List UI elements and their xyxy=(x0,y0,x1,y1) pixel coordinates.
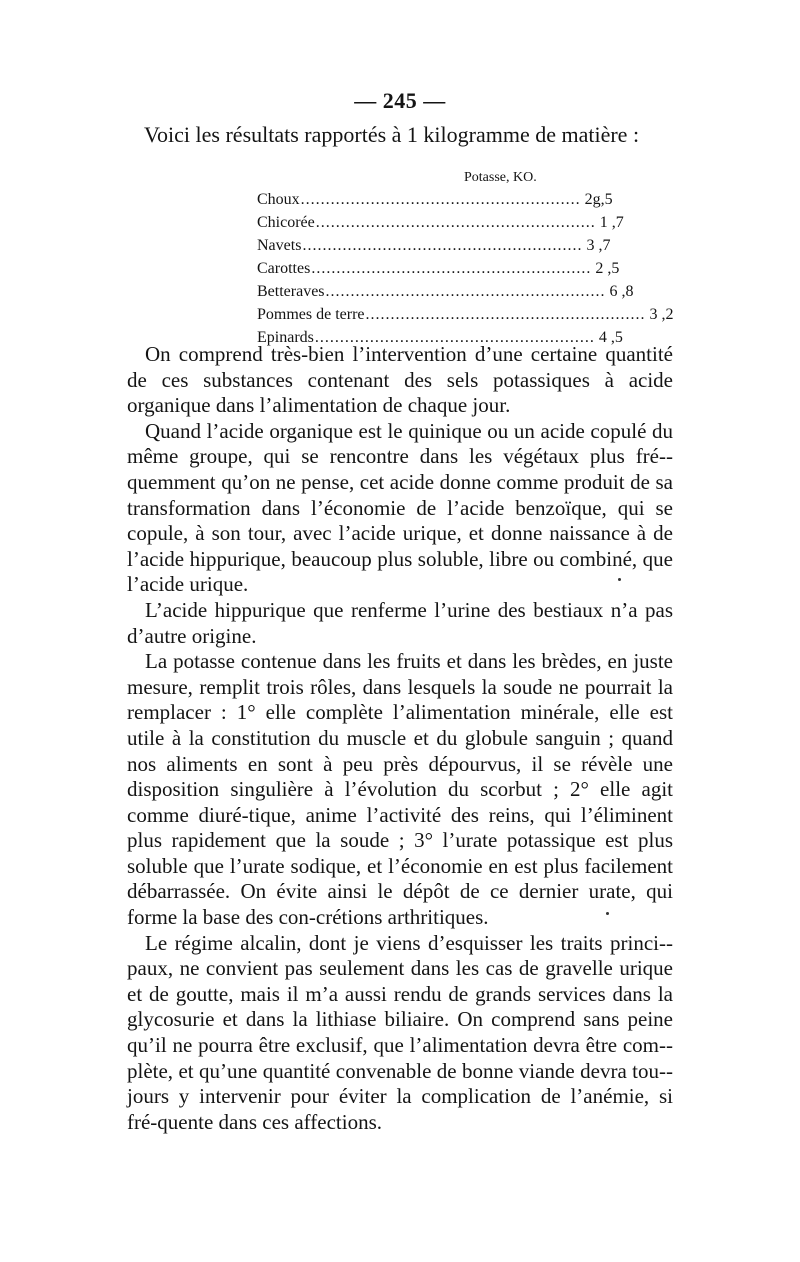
dot-leader: ........................................................ xyxy=(314,329,595,346)
potassium-value: 2 ,5 xyxy=(595,260,620,277)
potassium-value: 2g,5 xyxy=(584,191,613,208)
table-row xyxy=(257,257,620,280)
dot-leader: ........................................................ xyxy=(325,283,606,300)
table-row xyxy=(257,188,613,211)
print-speck xyxy=(606,912,609,915)
print-speck xyxy=(618,578,621,581)
potassium-value: 3 ,7 xyxy=(586,237,611,254)
table-row xyxy=(257,211,624,234)
dot-leader: ........................................................ xyxy=(365,306,646,323)
paragraph: Le régime alcalin, dont je viens d’esquisser les traits princi-paux, ne convient pas seulement dans les cas de gravelle urique et de goutte, mais il m’a aussi rendu de grands services dans la glycosurie et dans la lithiase biliaire. On comprend sans peine qu’il ne pourra être exclusif, que l’alimentation devra être com-plète, et qu’une quantité convenable de bonne viande devra tou-jours y intervenir pour éviter la complication de l’anémie, si fré-quente dans ces affections. xyxy=(127,930,673,1134)
table-row xyxy=(257,234,611,257)
vegetable-name: Choux xyxy=(257,191,300,208)
vegetable-name: Navets xyxy=(257,237,302,254)
intro-line: Voici les résultats rapportés à 1 kilogramme de matière : xyxy=(144,122,640,147)
potassium-value: 6 ,8 xyxy=(609,283,634,300)
table-row xyxy=(257,280,634,303)
paragraph: La potasse contenue dans les fruits et dans les brèdes, en juste mesure, remplit trois rôles, dans lesquels la soude ne pourrait la remplacer : 1° elle complète l’alimentation minérale, elle est utile à la constitution du muscle et du globule sanguin ; quand nos aliments en sont à peu près dépourvus, il se révèle une disposition singulière à l’évolution du scorbut ; 2° elle agit comme diuré-tique, anime l’activité des reins, qui l’éliminent plus rapidement que la soude ; 3° l’urate potassique est plus soluble que l’urate sodique, et l’économie en est plus facilement débarrassée. On évite ainsi le dépôt de ce dernier urate, qui forme la base des con-crétions arthritiques. xyxy=(127,649,673,930)
dot-leader: ........................................................ xyxy=(311,260,592,277)
table-row xyxy=(257,303,674,326)
table-column-header: Potasse, KO. xyxy=(464,170,537,185)
vegetable-name: Betteraves xyxy=(257,283,325,300)
potassium-table xyxy=(257,188,674,349)
potassium-value: 4 ,5 xyxy=(598,329,623,346)
body-text xyxy=(127,342,673,1135)
dot-leader: ........................................................ xyxy=(300,191,581,208)
vegetable-name: Chicorée xyxy=(257,214,315,231)
vegetable-name: Pommes de terre xyxy=(257,306,365,323)
paragraph: L’acide hippurique que renferme l’urine des bestiaux n’a pas d’autre origine. xyxy=(127,597,673,648)
paragraph: Quand l’acide organique est le quinique ou un acide copulé du même groupe, qui se rencontre dans les végétaux plus fré-quemment qu’on ne pense, cet acide donne comme produit de sa transformation dans l’économie de l’acide benzoïque, qui se copule, à son tour, avec l’acide urique, et donne naissance à de l’acide hippurique, beaucoup plus soluble, libre ou combiné, que l’acide urique. xyxy=(127,418,673,597)
potassium-value: 3 ,2 xyxy=(649,306,674,323)
paragraph: On comprend très-bien l’intervention d’une certaine quantité de ces substances contenant des sels potassiques à acide organique dans l’alimentation de chaque jour. xyxy=(127,342,673,418)
vegetable-name: Carottes xyxy=(257,260,311,277)
vegetable-name: Epinards xyxy=(257,329,314,346)
page-number: — 245 — xyxy=(354,88,446,113)
potassium-value: 1 ,7 xyxy=(599,214,624,231)
dot-leader: ........................................................ xyxy=(302,237,583,254)
dot-leader: ........................................................ xyxy=(315,214,596,231)
